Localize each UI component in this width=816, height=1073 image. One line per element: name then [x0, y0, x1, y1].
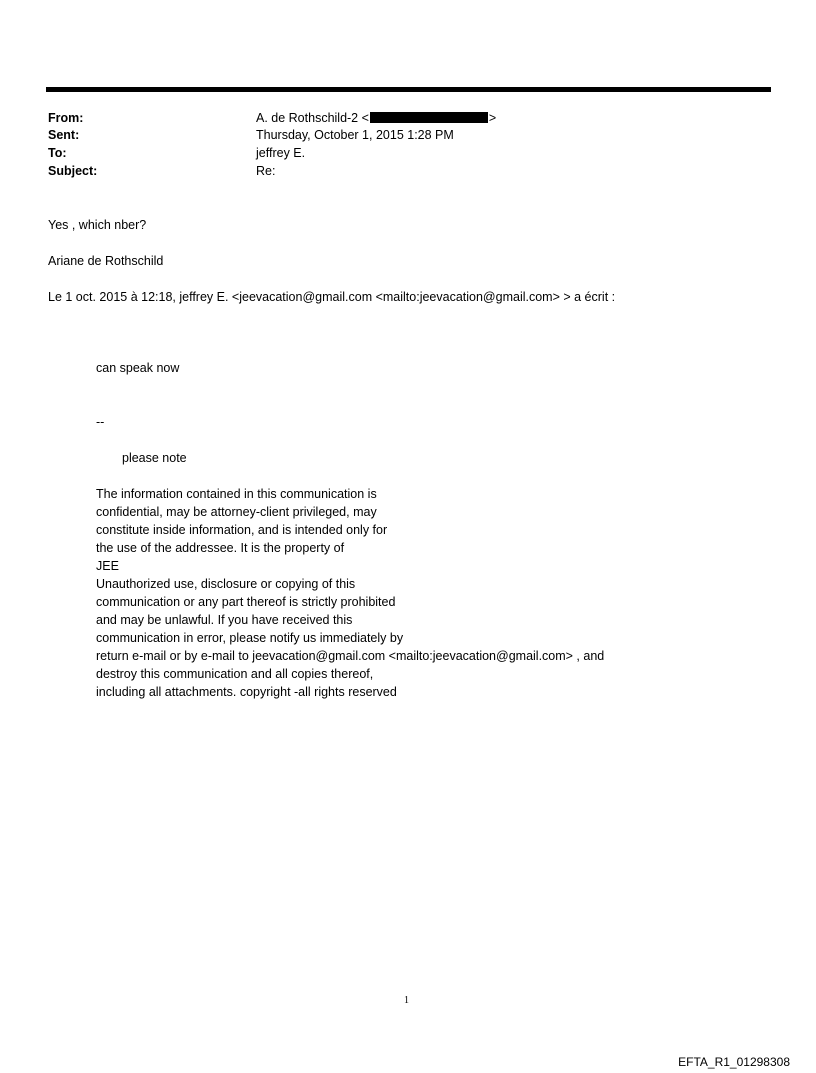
from-close: > [488, 111, 497, 125]
from-name: A. de Rothschild-2 < [256, 111, 369, 125]
please-note: please note [122, 451, 187, 465]
separator: -- [96, 415, 105, 429]
page-number: 1 [404, 995, 409, 1006]
to-label: To: [48, 146, 67, 160]
disclaimer-line: Unauthorized use, disclosure or copying of this [96, 577, 356, 591]
quote-intro: Le 1 oct. 2015 à 12:18, jeffrey E. <jeevacation@gmail.com <mailto:jeevacation@gmail.com> > a écrit : [48, 290, 616, 304]
signature: Ariane de Rothschild [48, 254, 164, 268]
disclaimer-line: and may be unlawful. If you have received this [96, 613, 353, 627]
to-value: jeffrey E. [256, 146, 306, 160]
header-rule [46, 87, 771, 92]
disclaimer-line: including all attachments. copyright -all rights reserved [96, 685, 397, 699]
disclaimer [96, 485, 604, 701]
document-id: EFTA_R1_01298308 [678, 1055, 790, 1069]
disclaimer-line: communication in error, please notify us immediately by [96, 631, 404, 645]
disclaimer-line: destroy this communication and all copies thereof, [96, 667, 374, 681]
subject-value: Re: [256, 164, 276, 178]
quoted-message: can speak now [96, 361, 180, 375]
disclaimer-line: constitute inside information, and is intended only for [96, 523, 388, 537]
disclaimer-line: the use of the addressee. It is the property of [96, 541, 345, 555]
redaction-block [370, 112, 488, 123]
disclaimer-line: return e-mail or by e-mail to jeevacation@gmail.com <mailto:jeevacation@gmail.com> , and [96, 649, 605, 663]
disclaimer-line: confidential, may be attorney-client privileged, may [96, 505, 377, 519]
sent-value: Thursday, October 1, 2015 1:28 PM [256, 128, 454, 142]
disclaimer-line: JEE [96, 559, 119, 573]
from-label: From: [48, 111, 84, 125]
reply-line: Yes , which nber? [48, 218, 147, 232]
subject-label: Subject: [48, 164, 98, 178]
sent-label: Sent: [48, 128, 80, 142]
disclaimer-line: communication or any part thereof is strictly prohibited [96, 595, 396, 609]
disclaimer-line: The information contained in this communication is [96, 487, 377, 501]
from-value [256, 109, 496, 127]
